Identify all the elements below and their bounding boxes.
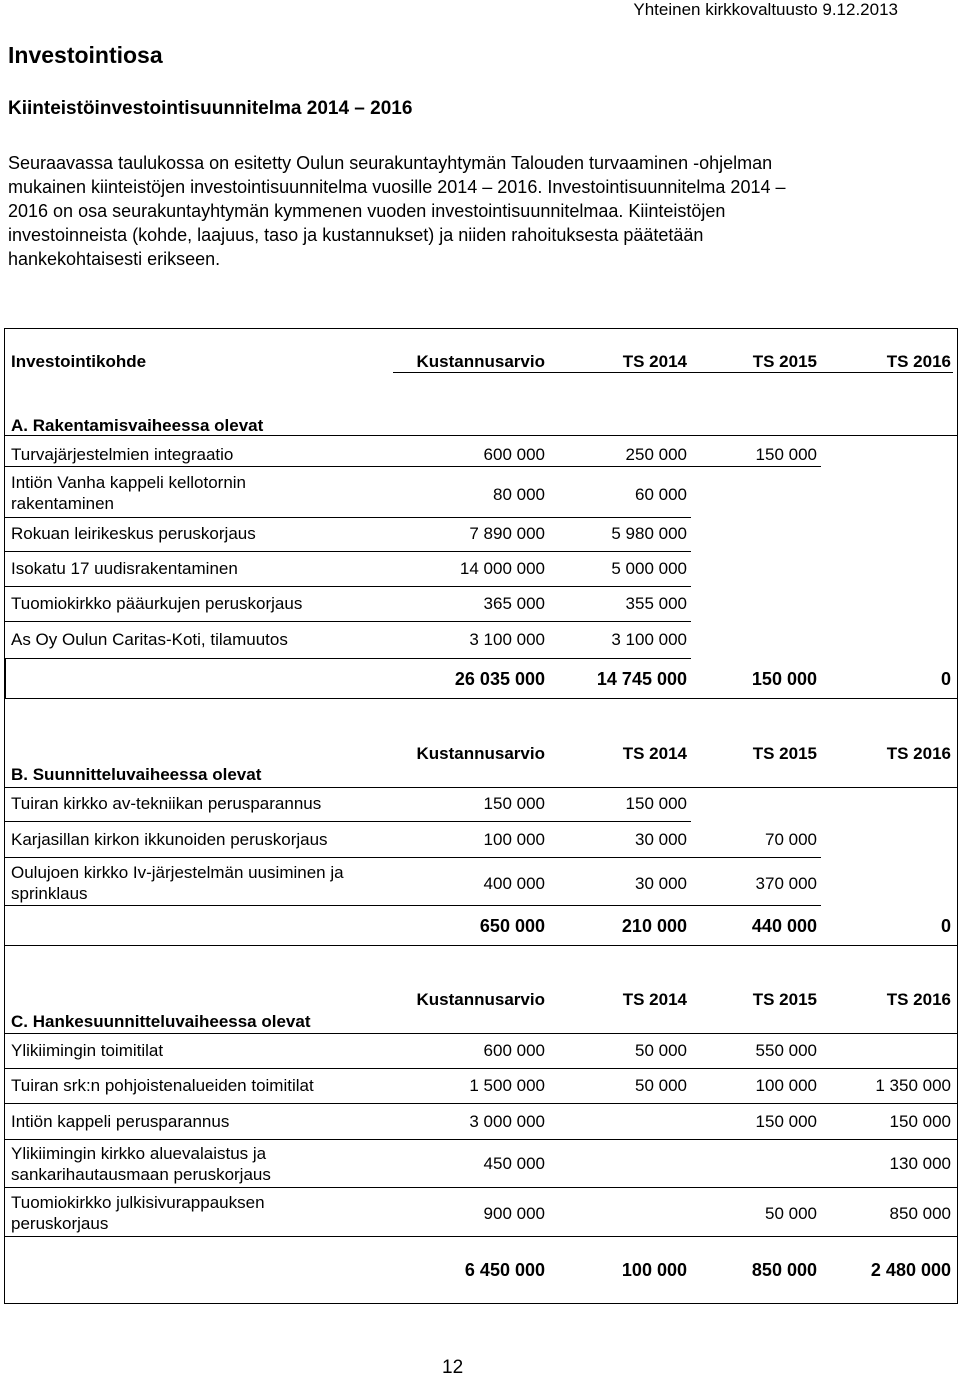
row-divider <box>5 586 691 587</box>
row-divider <box>5 945 957 946</box>
intro-line: investoinneista (kohde, laajuus, taso ja kustannukset) ja niiden rahoituksesta päätetään <box>8 225 704 245</box>
total-ts2016: 2 480 000 <box>870 1260 951 1280</box>
section-title: Investointiosa <box>8 42 163 68</box>
plan-subtitle: Kiinteistöinvestointisuunnitelma 2014 – 2016 <box>8 98 413 119</box>
row-kustannusarvio: 7 890 000 <box>469 524 545 543</box>
row-divider <box>5 1187 957 1188</box>
col-header-ts2016: TS 2016 <box>886 352 951 371</box>
total-kustannusarvio: 6 450 000 <box>464 1260 545 1280</box>
total-box-edge <box>5 658 6 698</box>
row-kustannusarvio: 600 000 <box>483 1041 545 1060</box>
row-divider <box>5 1103 957 1104</box>
row-name: As Oy Oulun Caritas-Koti, tilamuutos <box>11 630 288 649</box>
row-divider <box>5 466 821 467</box>
row-kustannusarvio: 365 000 <box>483 594 545 613</box>
col-header-ts2014: TS 2014 <box>622 990 687 1009</box>
total-kustannusarvio: 650 000 <box>479 916 545 936</box>
row-ts2015: 550 000 <box>755 1041 817 1060</box>
row-ts2016: 1 350 000 <box>875 1076 951 1095</box>
col-header-kustannusarvio: Kustannusarvio <box>416 352 545 371</box>
row-ts2014: 50 000 <box>635 1041 687 1060</box>
row-divider <box>5 551 691 552</box>
col-header-kustannusarvio: Kustannusarvio <box>416 990 545 1009</box>
total-ts2016: 0 <box>940 669 951 689</box>
col-header-ts2015: TS 2015 <box>752 990 817 1009</box>
intro-line: 2016 on osa seurakuntayhtymän kymmenen vuoden investointisuunnitelmaa. Kiinteistöjen <box>8 201 726 221</box>
row-ts2016: 130 000 <box>889 1154 951 1173</box>
row-divider <box>5 1068 957 1069</box>
total-ts2014: 100 000 <box>621 1260 687 1280</box>
row-kustannusarvio: 400 000 <box>483 874 545 893</box>
row-name: Karjasillan kirkon ikkunoiden peruskorjaus <box>11 830 328 849</box>
row-name: Isokatu 17 uudisrakentaminen <box>11 559 238 578</box>
row-ts2014: 30 000 <box>635 830 687 849</box>
row-divider <box>5 658 691 659</box>
row-ts2015: 150 000 <box>755 445 817 464</box>
total-ts2015: 150 000 <box>751 669 817 689</box>
header-underline <box>393 372 953 373</box>
row-ts2014: 5 000 000 <box>611 559 687 578</box>
row-ts2015: 370 000 <box>755 874 817 893</box>
intro-line: Seuraavassa taulukossa on esitetty Oulun seurakuntayhtymän Talouden turvaaminen -ohjelman <box>8 153 773 173</box>
row-kustannusarvio: 900 000 <box>483 1204 545 1223</box>
row-name: Intiön Vanha kappeli kellotornin rakentaminen <box>11 473 247 513</box>
row-name: Turvajärjestelmien integraatio <box>11 445 234 464</box>
row-kustannusarvio: 100 000 <box>483 830 545 849</box>
row-ts2014: 250 000 <box>625 445 687 464</box>
row-ts2014: 30 000 <box>635 874 687 893</box>
total-ts2016: 0 <box>940 916 951 936</box>
total-ts2015: 440 000 <box>751 916 817 936</box>
row-divider <box>5 517 691 518</box>
row-kustannusarvio: 450 000 <box>483 1154 545 1173</box>
investment-table <box>4 328 958 1304</box>
row-ts2014: 60 000 <box>635 485 687 504</box>
row-divider <box>5 905 821 906</box>
row-kustannusarvio: 3 100 000 <box>469 630 545 649</box>
col-header-ts2014: TS 2014 <box>622 352 687 371</box>
row-ts2016: 150 000 <box>889 1112 951 1131</box>
row-ts2015: 50 000 <box>765 1204 817 1223</box>
total-ts2014: 210 000 <box>621 916 687 936</box>
row-divider <box>5 821 691 822</box>
section-a-title: A. Rakentamisvaiheessa olevat <box>11 416 264 435</box>
section-c-title: C. Hankesuunnitteluvaiheessa olevat <box>11 1012 311 1031</box>
row-kustannusarvio: 80 000 <box>493 485 545 504</box>
row-divider <box>5 857 821 858</box>
row-divider <box>5 621 691 622</box>
row-name: Ylikiimingin toimitilat <box>11 1041 164 1060</box>
row-kustannusarvio: 150 000 <box>483 794 545 813</box>
row-ts2014: 50 000 <box>635 1076 687 1095</box>
row-divider <box>5 1236 957 1237</box>
row-name: Tuomiokirkko julkisivurappauksen peruskorjaus <box>11 1193 265 1233</box>
row-divider <box>5 435 957 436</box>
intro-paragraph <box>8 151 938 271</box>
row-ts2016: 850 000 <box>889 1204 951 1223</box>
total-ts2015: 850 000 <box>751 1260 817 1280</box>
row-kustannusarvio: 1 500 000 <box>469 1076 545 1095</box>
row-kustannusarvio: 600 000 <box>483 445 545 464</box>
col-header-ts2015: TS 2015 <box>752 352 817 371</box>
row-ts2015: 100 000 <box>755 1076 817 1095</box>
row-name: Tuiran kirkko av-tekniikan perusparannus <box>11 794 322 813</box>
col-header-kustannusarvio: Kustannusarvio <box>416 744 545 763</box>
row-name: Ylikiimingin kirkko aluevalaistus ja sankarihautausmaan peruskorjaus <box>11 1144 271 1184</box>
row-kustannusarvio: 3 000 000 <box>469 1112 545 1131</box>
page-number: 12 <box>442 1357 464 1378</box>
col-header-ts2015: TS 2015 <box>752 744 817 763</box>
row-name: Oulujoen kirkko Iv-järjestelmän uusiminen ja sprinklaus <box>11 863 344 903</box>
intro-line: mukainen kiinteistöjen investointisuunnitelma vuosille 2014 – 2016. Investointisuunnitelma 2014 – <box>8 177 786 197</box>
total-ts2014: 14 745 000 <box>596 669 687 689</box>
row-divider <box>5 1033 957 1034</box>
row-kustannusarvio: 14 000 000 <box>459 559 545 578</box>
section-b-title: B. Suunnitteluvaiheessa olevat <box>11 765 262 784</box>
row-name: Rokuan leirikeskus peruskorjaus <box>11 524 256 543</box>
row-ts2014: 150 000 <box>625 794 687 813</box>
row-ts2014: 355 000 <box>625 594 687 613</box>
row-name: Tuomiokirkko pääurkujen peruskorjaus <box>11 594 303 613</box>
row-divider <box>5 698 957 699</box>
row-ts2014: 3 100 000 <box>611 630 687 649</box>
row-name: Intiön kappeli perusparannus <box>11 1112 230 1131</box>
total-kustannusarvio: 26 035 000 <box>454 669 545 689</box>
row-divider <box>5 1139 957 1140</box>
row-ts2014: 5 980 000 <box>611 524 687 543</box>
meeting-header: Yhteinen kirkkovaltuusto 9.12.2013 <box>633 0 898 19</box>
col-header-ts2014: TS 2014 <box>622 744 687 763</box>
row-ts2015: 70 000 <box>765 830 817 849</box>
col-header-ts2016: TS 2016 <box>886 744 951 763</box>
col-header-investointikohde: Investointikohde <box>11 352 147 371</box>
row-divider <box>5 787 957 788</box>
intro-line: hankekohtaisesti erikseen. <box>8 249 221 269</box>
col-header-ts2016: TS 2016 <box>886 990 951 1009</box>
row-name: Tuiran srk:n pohjoistenalueiden toimitilat <box>11 1076 314 1095</box>
row-ts2015: 150 000 <box>755 1112 817 1131</box>
